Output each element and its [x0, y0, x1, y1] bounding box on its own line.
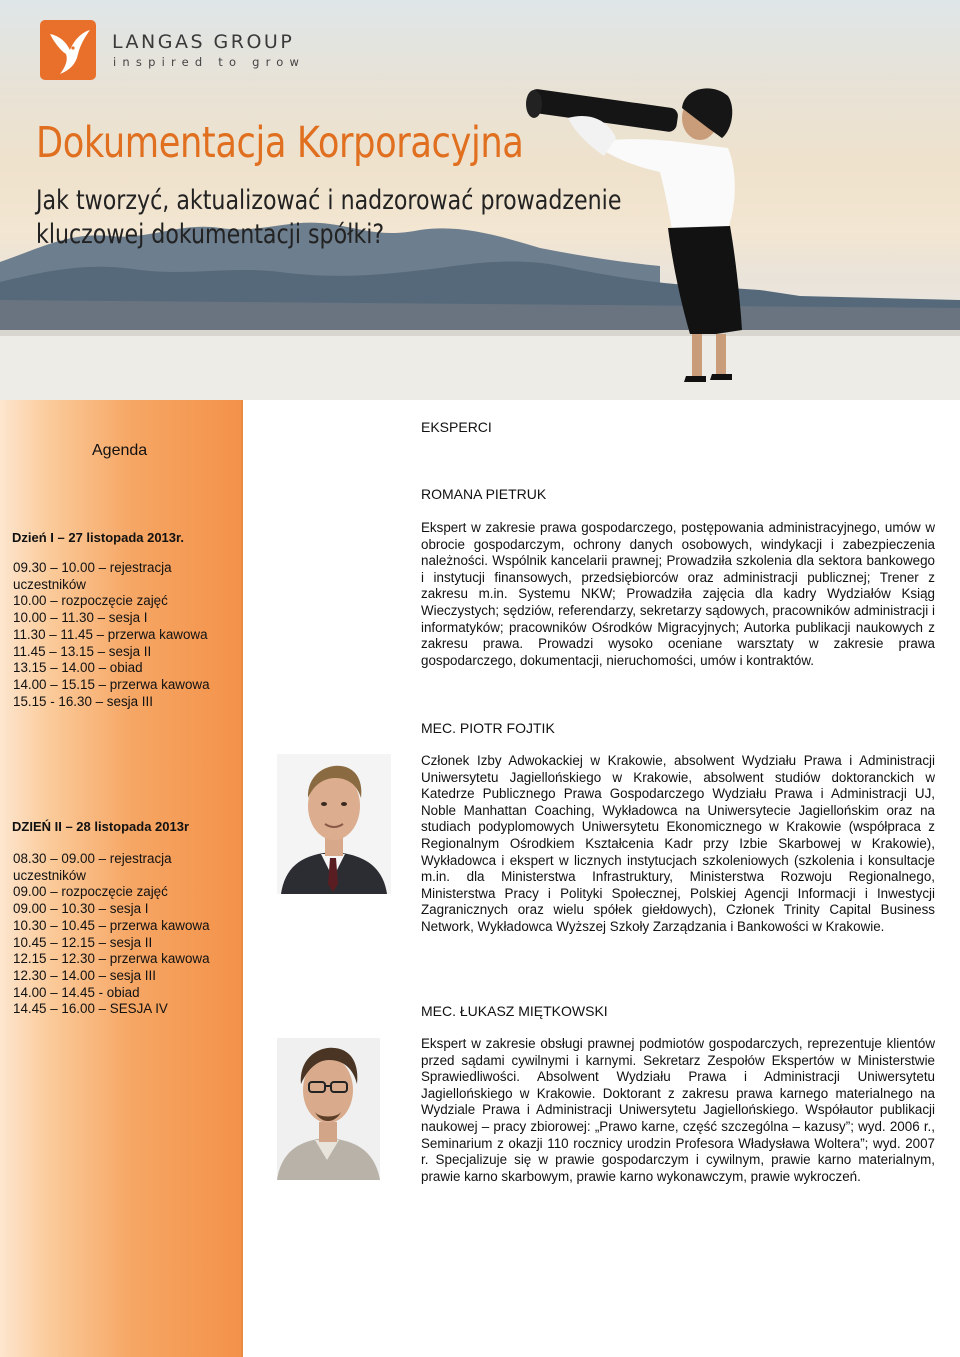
schedule-item: 10.00 – rozpoczęcie zajęć: [13, 593, 168, 609]
hummingbird-logo-icon: [40, 20, 96, 80]
day2-heading: DZIEŃ II – 28 listopada 2013r: [12, 819, 190, 834]
schedule-item: 11.30 – 11.45 – przerwa kawowa: [13, 626, 208, 642]
day2-schedule: [13, 851, 210, 1018]
hero-banner: [0, 0, 960, 400]
schedule-item: 13.15 – 14.00 – obiad: [13, 660, 143, 676]
schedule-item: 10.30 – 10.45 – przerwa kawowa: [13, 917, 210, 933]
schedule-item: 12.30 – 14.00 – sesja III: [13, 967, 156, 983]
schedule-item: 14.00 – 14.45 - obiad: [13, 984, 140, 1000]
expert-name: MEC. PIOTR FOJTIK: [421, 720, 555, 736]
schedule-item: 10.45 – 12.15 – sesja II: [13, 934, 153, 950]
page-title: Dokumentacja Korporacyjna: [36, 118, 524, 168]
brand-name: LANGAS GROUP: [112, 31, 295, 53]
expert-bio: Ekspert w zakresie obsługi prawnej podmiotów gospodarczych, reprezentuje klientów przed sądami cywilnymi i karnymi. Sekretarz Zespołów Ekspertów w Ministerstwie Sprawiedliwości. Absolwent Wydziału Prawa i Administracji Uniwersytetu Jagiellońskiego w Krakowie. Doktorant z zakresu prawa karnego materialnego na Wydziale Prawa i Administracji Uniwersytetu Jagiellońskiego. Współautor publikacji naukowej – pracy zbiorowej: „Prawo karne, część szczególna – kazusy”; wyd. 2006 r., Seminarium z okazji 110 rocznicy urodzin Profesora Władysława Woltera”; wyd. 2007 r. Specjalizuje się w prawie gospodarczym i cywilnym, prawie karno materialnym, prawie karno skarbowym, prawie karno wykonawczym, prawie wykroczeń.: [421, 1036, 935, 1184]
subtitle-line: Jak tworzyć, aktualizować i nadzorować prowadzenie: [36, 185, 622, 216]
brand-tagline: inspired to grow: [113, 55, 306, 69]
expert-bio: Ekspert w zakresie prawa gospodarczego, postępowania administracyjnego, umów w obrocie gospodarczym, ochrony danych osobowych, windykacji i zabezpieczenia należności. Wspólnik kancelarii prawnej; Prowadziła szkolenia dla sektora bankowego i instytucji finansowych, przedsiębiorców oraz administracji publicznej; Trener z zakresu m.in. Systemu NKW; Prowadziła zajęcia dla kadry Wydziałów Ksiąg Wieczystych; sędziów, referendarzy, sekretarzy sądowych, pracowników administracji i informatyków; pracowników Ośrodków Migracyjnych; Autorka publikacji naukowych z zakresu prawa. Prowadzi wysoko oceniane warsztaty w zakresie prawa gospodarczego, dokumentacji, nieruchomości, umów i kontraktów.: [421, 520, 935, 668]
subtitle-line: kluczowej dokumentacji spółki?: [36, 219, 385, 250]
experts-heading: EKSPERCI: [421, 419, 492, 435]
expert-name: MEC. ŁUKASZ MIĘTKOWSKI: [421, 1003, 608, 1019]
agenda-heading: Agenda: [92, 442, 148, 459]
schedule-item: uczestników: [13, 867, 86, 883]
portrait-image: [277, 754, 391, 894]
schedule-item: 15.15 - 16.30 – sesja III: [13, 693, 153, 709]
day1-schedule: [13, 560, 210, 710]
schedule-item: uczestników: [13, 576, 86, 592]
schedule-item: 14.00 – 15.15 – przerwa kawowa: [13, 676, 210, 692]
schedule-item: 12.15 – 12.30 – przerwa kawowa: [13, 951, 210, 967]
page-subtitle: [36, 184, 621, 252]
schedule-item: 11.45 – 13.15 – sesja II: [13, 643, 152, 659]
schedule-item: 09.00 – 10.30 – sesja I: [13, 901, 149, 917]
expert-photo-lukasz-mietkowski: [277, 1038, 380, 1180]
schedule-item: 09.00 – rozpoczęcie zajęć: [13, 884, 168, 900]
expert-name: ROMANA PIETRUK: [421, 486, 547, 502]
expert-bio: Członek Izby Adwokackiej w Krakowie, absolwent Wydziału Prawa i Administracji Uniwersytetu Jagiellońskiego w Krakowie, absolwent studiów doktoranckich w Katedrze Publicznego Prawa Gospodarczego Wydziału Prawa i Administracji UJ, Noble Manhattan Coaching, Wykładowca na Uniwersytecie Jagiellońskim oraz na studiach podyplomowych Uniwersytetu Ekonomicznego w Krakowie (współpraca z Regionalnym Ośrodkiem Kształcenia Kadr przy Izbie Skarbowej w Krakowie), Wykładowca i ekspert w licznych instytucjach szkoleniowych (szkolenia i konsultacje m.in. dla Ministerstwa Infrastruktury, Ministerstwa Rozwoju Regionalnego, Ministerstwa Pracy i Polityki Społecznej, Polskiej Agencji Informacji i Inwestycji Zagranicznych oraz wielu spółek giełdowych), Członek Trinity Capital Business Network, Wykładowca Wyższej Szkoły Zarządzania i Bankowości w Krakowie.: [421, 753, 935, 934]
schedule-item: 14.45 – 16.00 – SESJA IV: [13, 1001, 168, 1017]
schedule-item: 10.00 – 11.30 – sesja I: [13, 610, 148, 626]
expert-photo-piotr-fojtik: [277, 754, 391, 894]
schedule-item: 09.30 – 10.00 – rejestracja: [13, 560, 172, 575]
day1-heading: Dzień I – 27 listopada 2013r.: [12, 530, 184, 545]
schedule-item: 08.30 – 09.00 – rejestracja: [13, 851, 172, 866]
portrait-image: [277, 1038, 380, 1180]
